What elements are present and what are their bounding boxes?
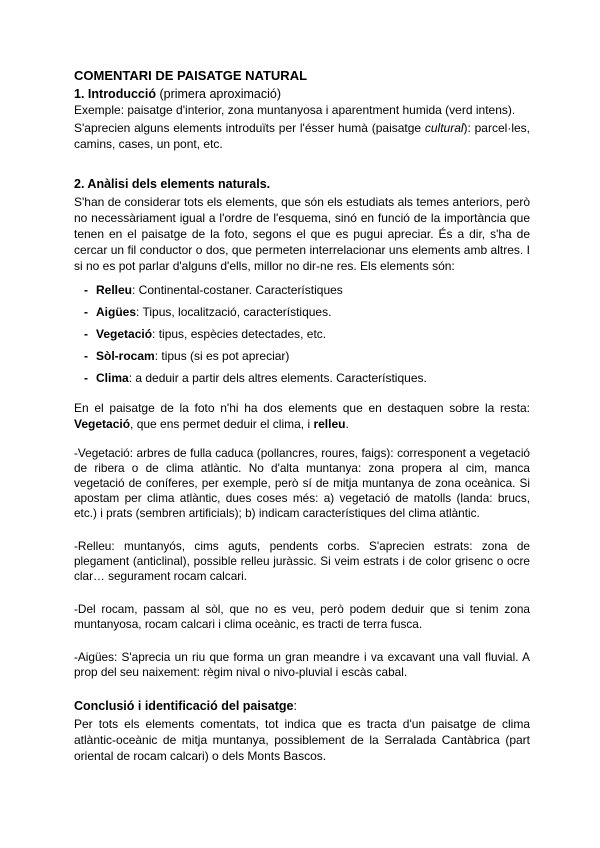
element-desc: : tipus (si es pot apreciar) [154, 349, 290, 363]
analysis-heading: 2. Anàlisi dels elements naturals. [74, 177, 271, 191]
rocam-paragraph: -Del rocam, passam al sòl, que no es veu, però podem deduir que si tenim zona muntanyosa, rocam calcari i clima oceànic, es tracti de terra fusca. [74, 602, 530, 631]
element-name: Aigües [96, 305, 137, 319]
dash-bullet: - [84, 327, 88, 341]
intro-heading-label: Introducció [87, 87, 156, 101]
document-title: COMENTARI DE PAISATGE NATURAL [74, 68, 308, 83]
relleu-paragraph: -Relleu: muntanyós, cims aguts, pendents corbs. S'aprecien estrats: zona de plegament (anticlinal), possible relleu juràssic. Si veim estrats i de color grisenc o ocre clar… segurament rocam calcari. [74, 539, 530, 583]
aigues-paragraph: -Aigües: S'aprecia un riu que forma un gran meandre i va excavant una vall fluvial. A prop del seu naixement: règim nival o nivo-pluvial i escàs cabal. [74, 650, 530, 679]
list-item [84, 282, 530, 298]
elements-list [74, 282, 530, 386]
photo-end: . [345, 417, 349, 431]
photo-bold-relleu: relleu [313, 417, 346, 431]
element-desc: : Tipus, localització, característiques. [136, 305, 332, 319]
photo-paragraph [74, 400, 530, 432]
intro-p2-end: ): parcel·les, camins, cases, un pont, etc. [74, 121, 530, 151]
dash-bullet: - [84, 371, 88, 385]
element-name: Sòl-rocam [96, 349, 155, 363]
intro-example: Exemple: paisatge d'interior, zona muntanyosa i aparentment humida (verd intens). [74, 103, 516, 117]
photo-bold-vegetacio: Vegetació [74, 417, 131, 431]
element-name: Relleu [96, 283, 133, 297]
conclusion-heading-label: Conclusió i identificació del paisatge [74, 699, 294, 713]
dash-bullet: - [84, 305, 88, 319]
photo-mid: , que ens permet deduir el clima, i [130, 417, 314, 431]
vegetacio-paragraph: -Vegetació: arbres de fulla caduca (pollancres, roures, faigs): corresponent a vegetació de ribera o de clima atlàntic. No d'alta muntanya: zona propera al cim, manca vegetació de coníferes, per exemple, però sí de mitja muntanya de zona oceànica. Si apostam per clima atlàntic, dues coses més: a) vegetació de matolls (landa: brucs, etc.) i prats (sembren artificials); b) indicam característiques del clima atlàntic. [74, 446, 530, 520]
list-item [84, 348, 530, 364]
analysis-intro: S'han de considerar tots els elements, que són els estudiats als temes anteriors, però no necessàriament igual a l'ordre de l'esquema, sinó en funció de la importància que tenen en el paisatge de la foto, segons el que es pugui apreciar. És a dir, s'ha de cercar un fil conductor o dos, que permeten interrelacionar uns elements amb altres. I si no es pot parlar d'alguns d'ells, millor no dir-ne res. Els elements són: [74, 195, 530, 273]
element-name: Clima [96, 371, 129, 385]
conclusion-heading [74, 698, 530, 714]
dash-bullet: - [84, 349, 88, 363]
intro-paragraph [74, 120, 530, 152]
element-desc: : tipus, espècies detectades, etc. [152, 327, 327, 341]
intro-heading [74, 86, 530, 102]
intro-p2-emphasis: cultural [424, 121, 464, 135]
intro-p2-start: S'aprecien alguns elements introduïts per l'ésser humà (paisatge [74, 121, 425, 135]
document-content [74, 68, 530, 764]
intro-number: 1. [74, 87, 85, 101]
list-item [84, 326, 530, 342]
conclusion-colon: : [293, 699, 297, 713]
element-desc: : Continental-costaner. Característiques [132, 283, 343, 297]
list-item [84, 370, 530, 386]
photo-start: En el paisatge de la foto n'hi ha dos elements que en destaquen sobre la resta: [74, 401, 530, 415]
dash-bullet: - [84, 283, 88, 297]
list-item [84, 304, 530, 320]
conclusion-text: Per tots els elements comentats, tot indica que es tracta d'un paisatge de clima atlàntic-oceànic de mitja muntanya, possiblement de la Serralada Cantàbrica (part oriental de rocam calcari) o dels Monts Bascos. [74, 717, 530, 763]
element-name: Vegetació [96, 327, 153, 341]
intro-heading-note: (primera aproximació) [155, 87, 282, 101]
element-desc: : a deduir a partir dels altres elements. Característiques. [128, 371, 427, 385]
